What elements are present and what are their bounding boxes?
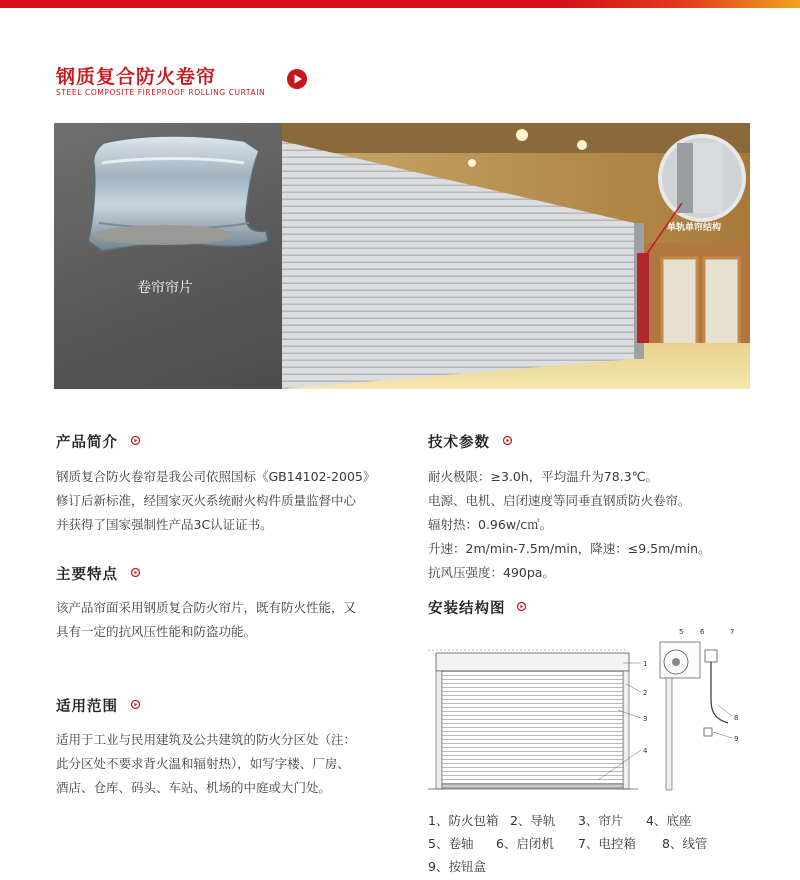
legend-item: 2、导轨 — [509, 813, 556, 828]
features-heading: 主要特点 — [56, 567, 118, 583]
bullet-arrow-icon — [131, 436, 140, 445]
shutter-photo — [282, 123, 750, 389]
page-title: 钢质复合防火卷帘 — [56, 66, 217, 88]
diagram-label: 1 — [643, 660, 648, 668]
diagram-label: 5 — [679, 628, 684, 636]
structure-caption: 单轨单帘结构 — [667, 223, 722, 233]
slat-caption: 卷帘帘片 — [137, 280, 193, 296]
scope-text — [56, 728, 356, 800]
diagram-label: 4 — [643, 747, 648, 755]
specs-text — [428, 465, 711, 585]
spec-line: 辐射热：0.96w/c㎡。 — [428, 517, 553, 532]
spec-line: 电源、电机、启闭速度等同垂直钢质防火卷帘。 — [428, 493, 691, 508]
slat-profile-image — [54, 123, 282, 389]
legend-item: 9、按钮盒 — [428, 859, 486, 874]
top-accent-bar — [0, 0, 800, 8]
legend-item: 5、卷轴 — [428, 836, 474, 851]
intro-heading: 产品简介 — [56, 435, 118, 451]
diagram-label: 2 — [643, 689, 648, 697]
bullet-arrow-icon — [131, 568, 140, 577]
legend-row — [428, 834, 707, 852]
play-circle-icon — [286, 68, 308, 90]
diagram-label: 7 — [730, 628, 735, 636]
installation-diagram — [428, 620, 758, 805]
legend-item: 6、启闭机 — [495, 836, 554, 851]
specs-heading: 技术参数 — [428, 435, 490, 451]
scope-heading: 适用范围 — [56, 699, 118, 715]
diagram-label: 9 — [734, 735, 739, 743]
spec-line: 升速：2m/min-7.5m/min，降速：≤9.5m/min。 — [428, 541, 711, 556]
slat-photo — [54, 123, 282, 389]
bullet-arrow-icon — [517, 602, 526, 611]
legend-item: 3、帘片 — [577, 813, 624, 828]
spec-line: 抗风压强度：490pa。 — [428, 565, 555, 580]
bullet-arrow-icon — [131, 700, 140, 709]
intro-text — [56, 465, 375, 537]
intro-line: 钢质复合防火卷帘是我公司依照国标《GB14102-2005》 — [56, 469, 376, 484]
intro-line: 并获得了国家强制性产品3C认证证书。 — [56, 517, 273, 532]
features-line: 该产品帘面采用钢质复合防火帘片，既有防火性能，又 — [56, 600, 357, 615]
legend-item: 8、线管 — [661, 836, 708, 851]
scope-line: 适用于工业与民用建筑及公共建筑的防火分区处（注： — [56, 732, 357, 747]
page-subtitle-en: STEEL COMPOSITE FIREPROOF ROLLING CURTAIN — [56, 88, 266, 97]
bullet-arrow-icon — [503, 436, 512, 445]
scope-line: 酒店、仓库、码头、车站、机场的中庭或大门处。 — [56, 780, 332, 795]
legend-item: 7、电控箱 — [577, 836, 636, 851]
features-text — [56, 596, 356, 644]
install-heading: 安装结构图 — [428, 601, 506, 617]
scope-line: 此分区处不要求背火温和辐射热），如写字楼、厂房、 — [56, 756, 350, 771]
legend-row — [428, 857, 486, 875]
legend-item: 4、底座 — [645, 813, 692, 828]
legend-row — [428, 811, 691, 829]
diagram-label: 8 — [734, 714, 739, 722]
intro-line: 修订后新标准，经国家灭火系统耐火构件质量监督中心 — [56, 493, 357, 508]
diagram-label: 3 — [643, 715, 648, 723]
legend-item: 1、防火包箱 — [428, 813, 499, 828]
spec-line: 耐火极限：≥3.0h，平均温升为78.3℃。 — [428, 469, 659, 484]
diagram-label: 6 — [700, 628, 705, 636]
features-line: 具有一定的抗风压性能和防盗功能。 — [56, 624, 257, 639]
shutter-scene-image — [282, 123, 750, 389]
